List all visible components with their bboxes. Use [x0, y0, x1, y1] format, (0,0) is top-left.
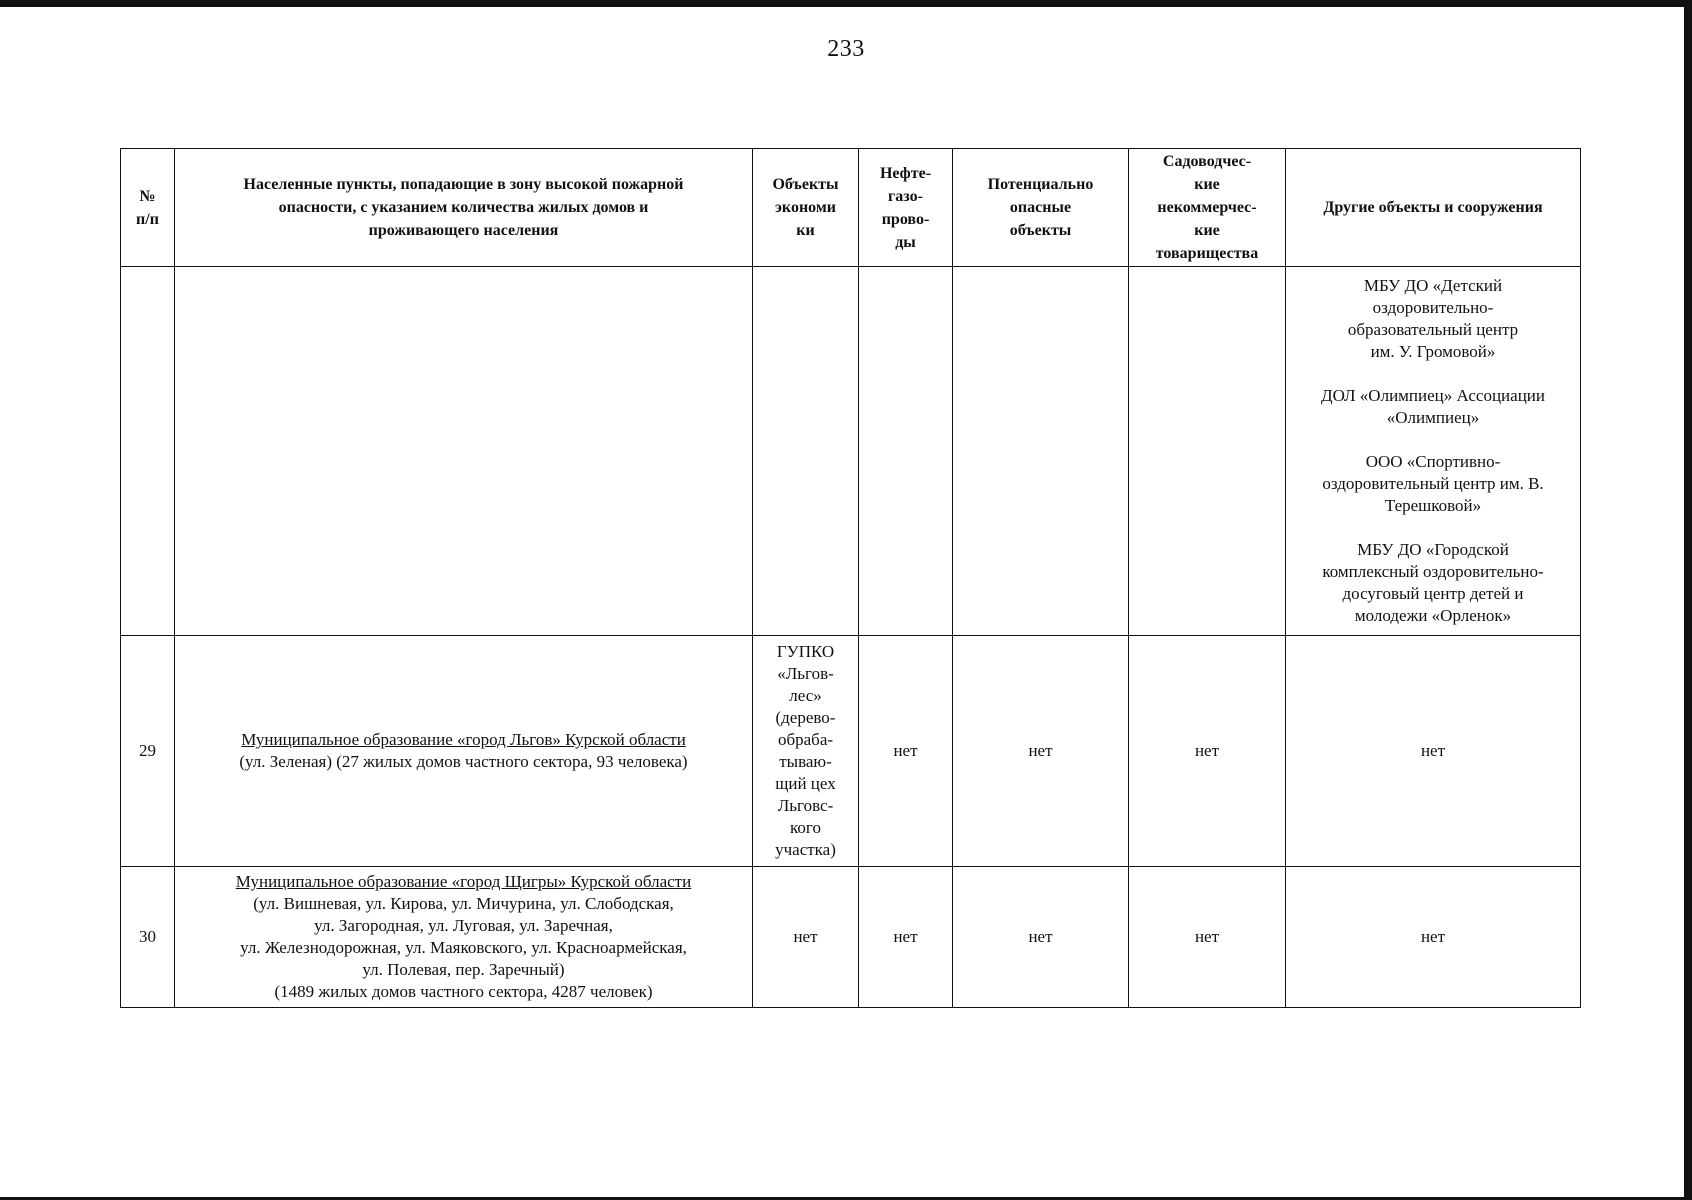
header-number	[121, 149, 175, 267]
text-line: щий цех	[775, 774, 836, 793]
text-line: Льговс-	[777, 796, 834, 815]
text-line: «Олимпиец»	[1386, 408, 1480, 427]
cell-settlements	[175, 267, 753, 636]
cell-hazardous: нет	[953, 636, 1129, 867]
text-line: ул. Железнодорожная, ул. Маяковского, ул. Красноармейская,	[240, 938, 687, 957]
other-object-entry	[1292, 275, 1574, 363]
text-line: им. У. Громовой»	[1370, 342, 1496, 361]
header-hazardous	[953, 149, 1129, 267]
cell-other-objects: нет	[1286, 636, 1581, 867]
table-header-row	[121, 149, 1581, 267]
text-line: МБУ ДО «Городской	[1357, 540, 1509, 559]
text-line: ГУПКО	[776, 642, 835, 661]
header-line: Другие объекты и сооружения	[1323, 199, 1543, 216]
text-line: обраба-	[777, 730, 834, 749]
cell-economy	[753, 636, 859, 867]
text-line: ул. Полевая, пер. Заречный)	[362, 960, 565, 979]
header-line: Объекты	[772, 176, 839, 193]
header-line: Садоводчес-	[1162, 153, 1252, 170]
header-line: газо-	[888, 187, 923, 205]
text-line: (1489 жилых домов частного сектора, 4287 человек)	[274, 982, 653, 1001]
text-line: образовательный центр	[1347, 320, 1519, 339]
cell-hazardous	[953, 267, 1129, 636]
header-line: Нефте-	[879, 164, 932, 182]
municipality-name: Муниципальное образование «город Щигры» Курской области	[235, 872, 692, 891]
cell-pipelines	[859, 267, 953, 636]
scan-border-right	[1684, 0, 1692, 1200]
text-line: молодежи «Орленок»	[1354, 606, 1512, 625]
text-line: «Льгов-	[777, 664, 834, 683]
text-line: (ул. Зеленая) (27 жилых домов частного сектора, 93 человека)	[239, 752, 688, 771]
page-number: 233	[827, 36, 865, 62]
text-line: ДОЛ «Олимпиец» Ассоциации	[1321, 386, 1545, 405]
header-economy	[753, 149, 859, 267]
cell-other-objects: нет	[1286, 867, 1581, 1008]
header-line: прово-	[881, 210, 930, 228]
text-line: досуговый центр детей и	[1342, 584, 1524, 603]
fire-risk-table	[120, 148, 1581, 1008]
text-line: оздоровительно-	[1372, 298, 1494, 317]
header-line: п/п	[136, 210, 159, 228]
cell-settlements	[175, 867, 753, 1008]
header-pipelines	[859, 149, 953, 267]
cell-economy	[753, 267, 859, 636]
text-line: тываю-	[779, 752, 832, 771]
header-line: объекты	[1009, 222, 1072, 239]
header-line: опасности, с указанием количества жилых домов и	[278, 199, 649, 216]
cell-hazardous: нет	[953, 867, 1129, 1008]
header-line: кие	[1194, 176, 1220, 193]
table-row	[121, 636, 1581, 867]
cell-settlements	[175, 636, 753, 867]
text-line: МБУ ДО «Детский	[1363, 276, 1503, 295]
cell-number: 30	[121, 867, 175, 1008]
text-line: комплексный оздоровительно-	[1322, 562, 1544, 581]
table-row-continuation	[121, 267, 1581, 636]
cell-gardening	[1129, 267, 1286, 636]
header-gardening	[1129, 149, 1286, 267]
cell-gardening: нет	[1129, 636, 1286, 867]
header-line: некоммерчес-	[1157, 199, 1257, 216]
text-line: (дерево-	[775, 708, 836, 727]
text-line: кого	[790, 818, 821, 837]
text-line: Терешковой»	[1384, 496, 1482, 515]
other-object-entry	[1292, 539, 1574, 627]
header-line: Потенциально	[987, 176, 1094, 193]
header-line: ки	[796, 222, 815, 239]
other-object-entry	[1292, 451, 1574, 517]
scan-border-top	[0, 0, 1692, 7]
other-object-entry	[1292, 385, 1574, 429]
cell-gardening: нет	[1129, 867, 1286, 1008]
table-row	[121, 867, 1581, 1008]
text-line: ООО «Спортивно-	[1365, 452, 1501, 471]
cell-economy: нет	[753, 867, 859, 1008]
header-other-objects	[1286, 149, 1581, 267]
municipality-name: Муниципальное образование «город Льгов» Курской области	[241, 730, 686, 749]
text-line: (ул. Вишневая, ул. Кирова, ул. Мичурина, ул. Слободская,	[253, 894, 674, 913]
text-line: участка)	[775, 840, 836, 859]
header-line: кие	[1194, 222, 1220, 239]
cell-pipelines: нет	[859, 867, 953, 1008]
text-line: ул. Загородная, ул. Луговая, ул. Заречная,	[314, 916, 613, 935]
header-line: №	[139, 187, 156, 205]
cell-number: 29	[121, 636, 175, 867]
text-line: лес»	[789, 686, 822, 705]
text-line: оздоровительный центр им. В.	[1322, 474, 1544, 493]
header-line: опасные	[1009, 199, 1072, 216]
cell-other-objects	[1286, 267, 1581, 636]
header-line: Населенные пункты, попадающие в зону высокой пожарной	[243, 176, 684, 193]
header-line: товарищества	[1155, 245, 1259, 262]
cell-pipelines: нет	[859, 636, 953, 867]
header-line: экономи	[775, 199, 836, 216]
cell-number	[121, 267, 175, 636]
header-settlements	[175, 149, 753, 267]
header-line: ды	[895, 233, 916, 251]
header-line: проживающего населения	[368, 222, 559, 239]
